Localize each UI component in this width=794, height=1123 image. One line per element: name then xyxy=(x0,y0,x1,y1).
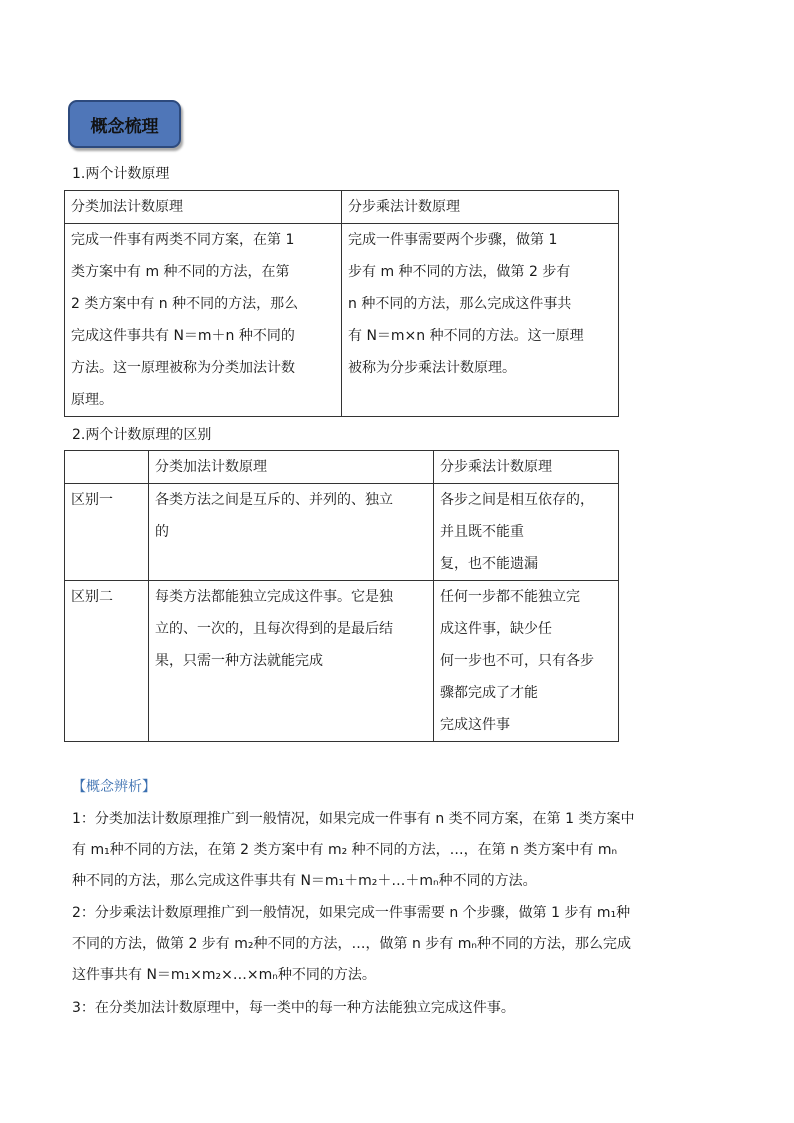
cell-line: 方法。这一原理被称为分类加法计数 xyxy=(71,360,295,376)
cell-line: 骤都完成了才能 xyxy=(440,685,538,701)
section2-title: 2.两个计数原理的区别 xyxy=(72,427,212,443)
row-label: 区别一 xyxy=(65,484,149,581)
cell-line: 完成这件事共有 N＝m＋n 种不同的 xyxy=(71,328,295,344)
paragraph-line: 不同的方法，做第 2 步有 m₂种不同的方法，…，做第 n 步有 mₙ种不同的方法，那么完成 xyxy=(72,936,631,952)
cell-line: 任何一步都不能独立完 xyxy=(440,589,580,605)
multiplication-cell xyxy=(434,581,619,742)
addition-description-cell xyxy=(65,224,342,417)
paragraph-line: 1：分类加法计数原理推广到一般情况，如果完成一件事有 n 类不同方案，在第 1 类方案中 xyxy=(72,811,635,827)
header-cell-multiplication: 分步乘法计数原理 xyxy=(342,191,619,224)
cell-line: n 种不同的方法，那么完成这件事共 xyxy=(348,296,572,312)
section1-title: 1.两个计数原理 xyxy=(72,166,170,182)
cell-line: 步有 m 种不同的方法，做第 2 步有 xyxy=(348,264,571,280)
cell-line: 类方案中有 m 种不同的方法，在第 xyxy=(71,264,290,280)
cell-line: 被称为分步乘法计数原理。 xyxy=(348,360,516,376)
analysis-paragraph-1 xyxy=(72,804,722,897)
table-row xyxy=(65,224,619,417)
table-header-row xyxy=(65,451,619,484)
table-row xyxy=(65,581,619,742)
paragraph-line: 3：在分类加法计数原理中，每一类中的每一种方法能独立完成这件事。 xyxy=(72,1000,515,1016)
paragraph-line: 这件事共有 N＝m₁×m₂×…×mₙ种不同的方法。 xyxy=(72,967,376,983)
differences-table xyxy=(64,450,619,742)
counting-principles-table xyxy=(64,190,619,417)
empty-header-cell xyxy=(65,451,149,484)
paragraph-line: 种不同的方法，那么完成这件事共有 N＝m₁＋m₂＋…＋mₙ种不同的方法。 xyxy=(72,873,537,889)
multiplication-cell xyxy=(434,484,619,581)
paragraph-line: 有 m₁种不同的方法，在第 2 类方案中有 m₂ 种不同的方法，…，在第 n 类方案中有 mₙ xyxy=(72,842,618,858)
cell-line: 完成一件事需要两个步骤，做第 1 xyxy=(348,232,558,248)
cell-line: 成这件事，缺少任 xyxy=(440,621,552,637)
cell-line: 完成这件事 xyxy=(440,717,510,733)
analysis-paragraph-3 xyxy=(72,993,722,1024)
table-row xyxy=(65,484,619,581)
cell-line: 完成一件事有两类不同方案，在第 1 xyxy=(71,232,295,248)
paragraph-line: 2：分步乘法计数原理推广到一般情况，如果完成一件事需要 n 个步骤，做第 1 步有 m₁种 xyxy=(72,905,631,921)
cell-line: 何一步也不可，只有各步 xyxy=(440,653,594,669)
analysis-title: 【概念辨析】 xyxy=(72,779,156,795)
cell-line: 立的、一次的，且每次得到的是最后结 xyxy=(155,621,393,637)
cell-line: 各步之间是相互依存的， xyxy=(440,492,594,508)
cell-line: 果，只需一种方法就能完成 xyxy=(155,653,323,669)
header-cell-multiplication: 分步乘法计数原理 xyxy=(434,451,619,484)
cell-line: 各类方法之间是互斥的、并列的、独立 xyxy=(155,492,393,508)
addition-cell xyxy=(149,484,434,581)
cell-line: 有 N＝m×n 种不同的方法。这一原理 xyxy=(348,328,584,344)
cell-line: 原理。 xyxy=(71,392,113,408)
header-cell-addition: 分类加法计数原理 xyxy=(149,451,434,484)
cell-line: 的 xyxy=(155,524,169,540)
cell-line: 每类方法都能独立完成这件事。它是独 xyxy=(155,589,393,605)
cell-line: 并且既不能重 xyxy=(440,524,524,540)
cell-line: 2 类方案中有 n 种不同的方法，那么 xyxy=(71,296,299,312)
table-header-row xyxy=(65,191,619,224)
row-label: 区别二 xyxy=(65,581,149,742)
cell-line: 复，也不能遗漏 xyxy=(440,556,538,572)
multiplication-description-cell xyxy=(342,224,619,417)
analysis-paragraph-2 xyxy=(72,898,722,991)
section-header-badge: 概念梳理 xyxy=(68,100,181,148)
addition-cell xyxy=(149,581,434,742)
header-cell-addition: 分类加法计数原理 xyxy=(65,191,342,224)
